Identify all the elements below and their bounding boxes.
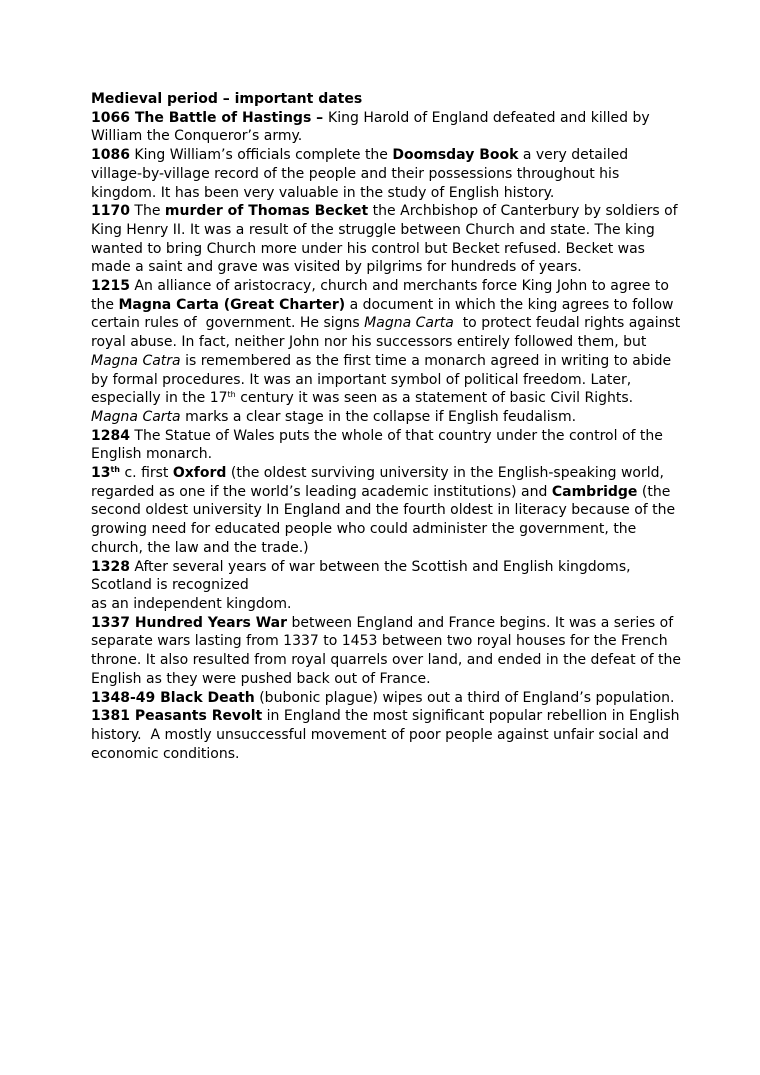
entries-list xyxy=(91,109,681,764)
superscript: th xyxy=(227,390,236,400)
italic-text: Magna Carta xyxy=(91,408,181,425)
bold-text: 1086 xyxy=(91,147,130,164)
entry-text: c. first xyxy=(120,465,173,482)
date-entry xyxy=(91,277,681,427)
document-title: Medieval period – important dates xyxy=(91,91,363,107)
entry-text: in England the most significant popular rebellion in English history. A mostly unsuccessful movement of poor people against unfair social and economic conditions. xyxy=(91,708,680,762)
bold-text: 1284 xyxy=(91,427,130,444)
bold-text: 1328 xyxy=(91,558,130,575)
bold-text: 1348-49 Black Death xyxy=(91,689,255,706)
entry-text: After several years of war between the Scottish and English kingdoms, Scotland is recognized xyxy=(91,558,631,594)
entry-text: as an independent kingdom. xyxy=(91,595,292,612)
entry-text: King William’s officials complete the xyxy=(129,147,393,164)
entry-text: a very detailed village-by-village record of the people and their possessions throughout his kingdom. It has been very valuable in the study of English history. xyxy=(91,147,629,201)
date-entry xyxy=(91,614,681,689)
date-entry xyxy=(91,558,681,614)
entry-text: between England and France begins. It was a series of separate wars lasting from 1337 to 1453 between two royal houses for the French throne. It also resulted from royal quarrels over land, and ended in the defeat of the English as they were pushed back out of France. xyxy=(91,614,681,687)
entry-text: (the oldest surviving university in the English-speaking world, regarded as one if the world’s leading academic institutions) and xyxy=(91,465,664,500)
date-entry xyxy=(91,202,681,277)
bold-text: Doomsday Book xyxy=(392,147,519,164)
bold-text: Magna Carta (Great Charter) xyxy=(118,296,346,313)
entry-text: The Statue of Wales puts the whole of that country under the control of the English monarch. xyxy=(91,427,663,463)
entry-text: to protect feudal rights against royal abuse. In fact, neither John nor his successors entirely followed them, but xyxy=(91,315,681,351)
date-entry xyxy=(91,427,681,464)
bold-text: 1170 xyxy=(91,203,130,220)
entry-text: a document in which the king agrees to follow certain rules of government. He signs xyxy=(91,296,674,332)
date-entry xyxy=(91,707,681,763)
bold-text: murder of Thomas Becket xyxy=(164,203,369,220)
date-entry xyxy=(91,464,681,558)
superscript: th xyxy=(110,465,121,475)
entry-text: King Harold of England defeated and killed by William the Conqueror’s army. xyxy=(91,109,650,145)
bold-text: Cambridge xyxy=(551,483,638,500)
italic-text: Magna Carta xyxy=(364,315,454,332)
document-page xyxy=(91,90,681,763)
bold-text: Oxford xyxy=(172,465,227,482)
entry-text: is remembered as the first time a monarch agreed in writing to abide by formal procedures. It was an important symbol of political freedom. Later, especially in the 17 xyxy=(91,352,672,407)
bold-text: 13 xyxy=(91,465,111,482)
entry-text: An alliance of aristocracy, church and merchants force King John to agree to the xyxy=(91,278,669,313)
entry-text: the Archbishop of Canterbury by soldiers of King Henry II. It was a result of the struggle between Church and state. The king wanted to bring Church more under his control but Becket refused. Becket was made a saint and grave was visited by pilgrims for hundreds of years. xyxy=(91,203,678,276)
bold-text: 1337 Hundred Years War xyxy=(91,614,288,631)
bold-text: 1066 The Battle of Hastings – xyxy=(91,109,329,126)
entry-text: (bubonic plague) wipes out a third of England’s population. xyxy=(254,689,675,706)
entry-text: The xyxy=(129,203,165,220)
entry-text: century it was seen as a statement of basic Civil Rights. xyxy=(235,390,634,407)
date-entry xyxy=(91,146,681,202)
date-entry xyxy=(91,689,681,708)
entry-text: marks a clear stage in the collapse if English feudalism. xyxy=(180,408,577,425)
italic-text: Magna Catra xyxy=(91,352,181,369)
bold-text: 1215 xyxy=(91,278,130,295)
entry-text: (the second oldest university In England and the fourth oldest in literacy because of the growing need for educated people who could administer the government, the church, the law and the trade.) xyxy=(91,483,676,556)
date-entry xyxy=(91,109,681,146)
bold-text: 1381 Peasants Revolt xyxy=(91,708,263,725)
